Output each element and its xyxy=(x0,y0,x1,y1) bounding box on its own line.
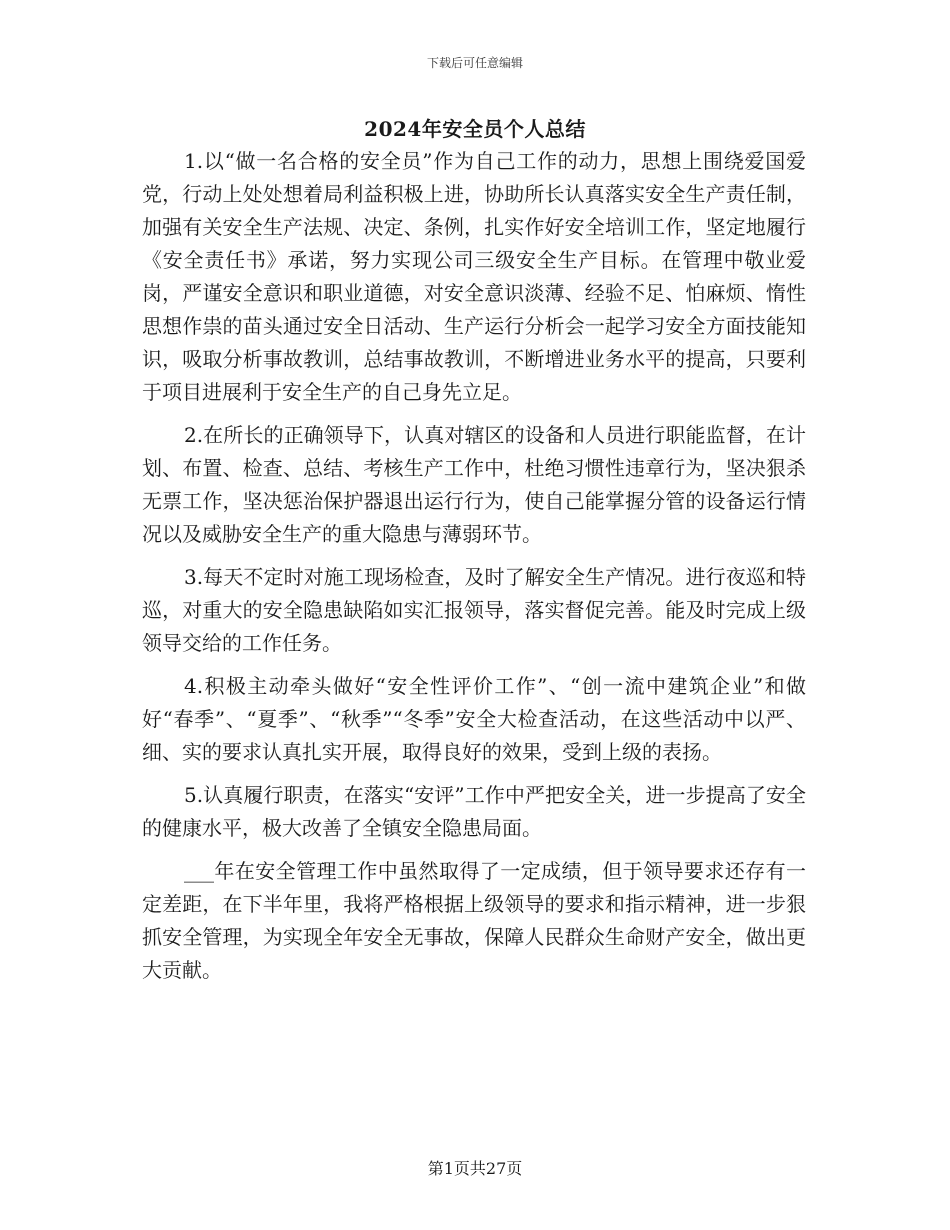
document-title: 2024年安全员个人总结 xyxy=(364,117,586,141)
paragraph-6: ___年在安全管理工作中虽然取得了一定成绩，但于领导要求还存有一定差距，在下半年里，我将严格根据上级领导的要求和指示精神，进一步狠抓安全管理，为实现全年安全无事故，保障人民群众生命财产安全，做出更大贡献。 xyxy=(142,859,806,982)
paragraph-2: 2.在所长的正确领导下，认真对辖区的设备和人员进行职能监督，在计划、布置、检查、总结、考核生产工作中，杜绝习惯性违章行为，坚决狠杀无票工作，坚决惩治保护器退出运行行为，使自己能掌握分管的设备运行情况以及威胁安全生产的重大隐患与薄弱环节。 xyxy=(142,423,806,546)
page-footer-number: 第1页共27页 xyxy=(427,1159,523,1178)
paragraph-4: 4.积极主动牵头做好“安全性评价工作”、“创一流中建筑企业”和做好“春季”、“夏季”、“秋季”“冬季”安全大检查活动，在这些活动中以严、细、实的要求认真扎实开展，取得良好的效果，受到上级的表扬。 xyxy=(142,674,806,764)
paragraph-3: 3.每天不定时对施工现场检查，及时了解安全生产情况。进行夜巡和特巡，对重大的安全隐患缺陷如实汇报领导，落实督促完善。能及时完成上级领导交给的工作任务。 xyxy=(142,565,806,655)
page-header-note: 下载后可任意编辑 xyxy=(426,56,523,70)
document-body xyxy=(142,145,806,997)
paragraph-5: 5.认真履行职责，在落实“安评”工作中严把安全关，进一步提高了安全的健康水平，极大改善了全镇安全隐患局面。 xyxy=(142,783,806,840)
paragraph-1: 1.以“做一名合格的安全员”作为自己工作的动力，思想上围绕爱国爱党，行动上处处想着局利益积极上进，协助所长认真落实安全生产责任制，加强有关安全生产法规、决定、条例，扎实作好安全培训工作，坚定地履行《安全责任书》承诺，努力实现公司三级安全生产目标。在管理中敬业爱岗，严谨安全意识和职业道德，对安全意识淡薄、经验不足、怕麻烦、惰性思想作祟的苗头通过安全日活动、生产运行分析会一起学习安全方面技能知识，吸取分析事故教训，总结事故教训，不断增进业务水平的提高，只要利于项目进展利于安全生产的自己身先立足。 xyxy=(142,149,806,404)
